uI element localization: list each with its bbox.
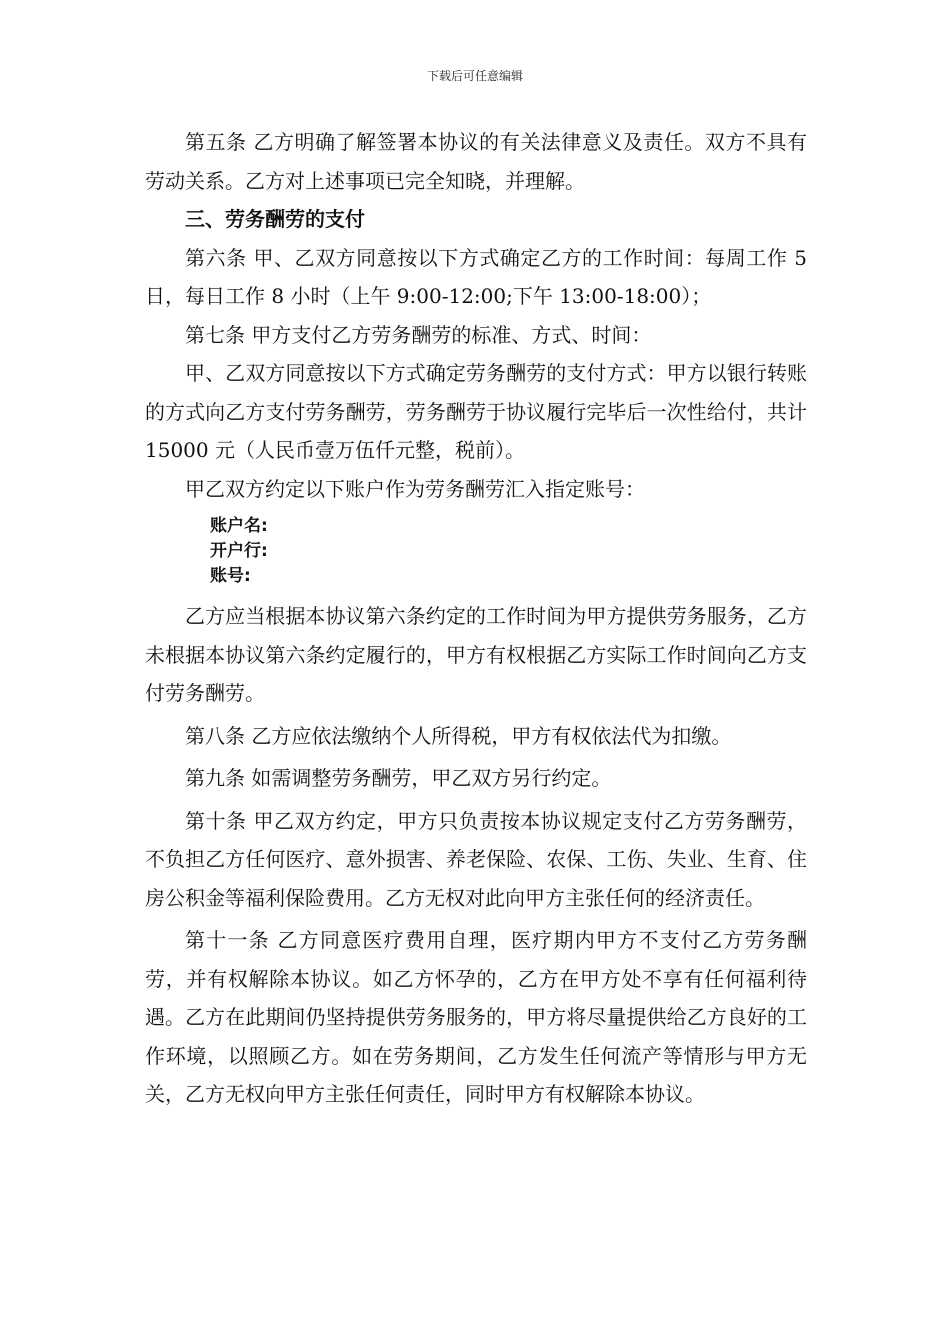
article-11: 第十一条 乙方同意医疗费用自理，医疗期内甲方不支付乙方劳务酬劳，并有权解除本协议。如乙方怀孕的，乙方在甲方处不享有任何福利待遇。乙方在此期间仍坚持提供劳务服务的，甲方将尽量提供给乙方良好的工作环境，以照顾乙方。如在劳务期间，乙方发生任何流产等情形与甲方无关，乙方无权向甲方主张任何责任，同时甲方有权解除本协议。 [145,928,807,1106]
article-10: 第十条 甲乙双方约定，甲方只负责按本协议规定支付乙方劳务酬劳，不负担乙方任何医疗、意外损害、养老保险、农保、工伤、失业、生育、住房公积金等福利保险费用。乙方无权对此向甲方主张任何的经济责任。 [145,808,807,910]
article-8: 第八条 乙方应依法缴纳个人所得税，甲方有权依法代为扣缴。 [185,723,732,748]
work-time-clause: 乙方应当根据本协议第六条约定的工作时间为甲方提供劳务服务，乙方未根据本协议第六条约定履行的，甲方有权根据乙方实际工作时间向乙方支付劳务酬劳。 [145,604,807,705]
bank-name-label: 开户行: [210,541,268,561]
article-6: 第六条 甲、乙双方同意按以下方式确定乙方的工作时间：每周工作 5 日，每日工作 8 小时（上午 9:00-12:00;下午 13:00-18:00）； [145,245,807,308]
account-number-label: 账号: [210,566,251,586]
article-9: 第九条 如需调整劳务酬劳，甲乙双方另行约定。 [185,766,612,790]
page-header: 下载后可任意编辑 [426,69,523,83]
article-7: 第七条 甲方支付乙方劳务酬劳的标准、方式、时间： [185,322,652,347]
section-heading-payment: 三、劳务酬劳的支付 [185,207,365,231]
account-info [145,508,807,597]
document-body [145,123,807,1114]
account-intro: 甲乙双方约定以下账户作为劳务酬劳汇入指定账号： [185,476,645,501]
payment-method-paragraph: 甲、乙双方同意按以下方式确定劳务酬劳的支付方式：甲方以银行转账的方式向乙方支付劳务酬劳，劳务酬劳于协议履行完毕后一次性给付，共计 15000 元（人民币壹万伍仟元整，税前）。 [145,361,807,462]
article-5: 第五条 乙方明确了解签署本协议的有关法律意义及责任。双方不具有劳动关系。乙方对上述事项已完全知晓，并理解。 [145,130,807,193]
account-name-label: 账户名: [210,516,268,536]
